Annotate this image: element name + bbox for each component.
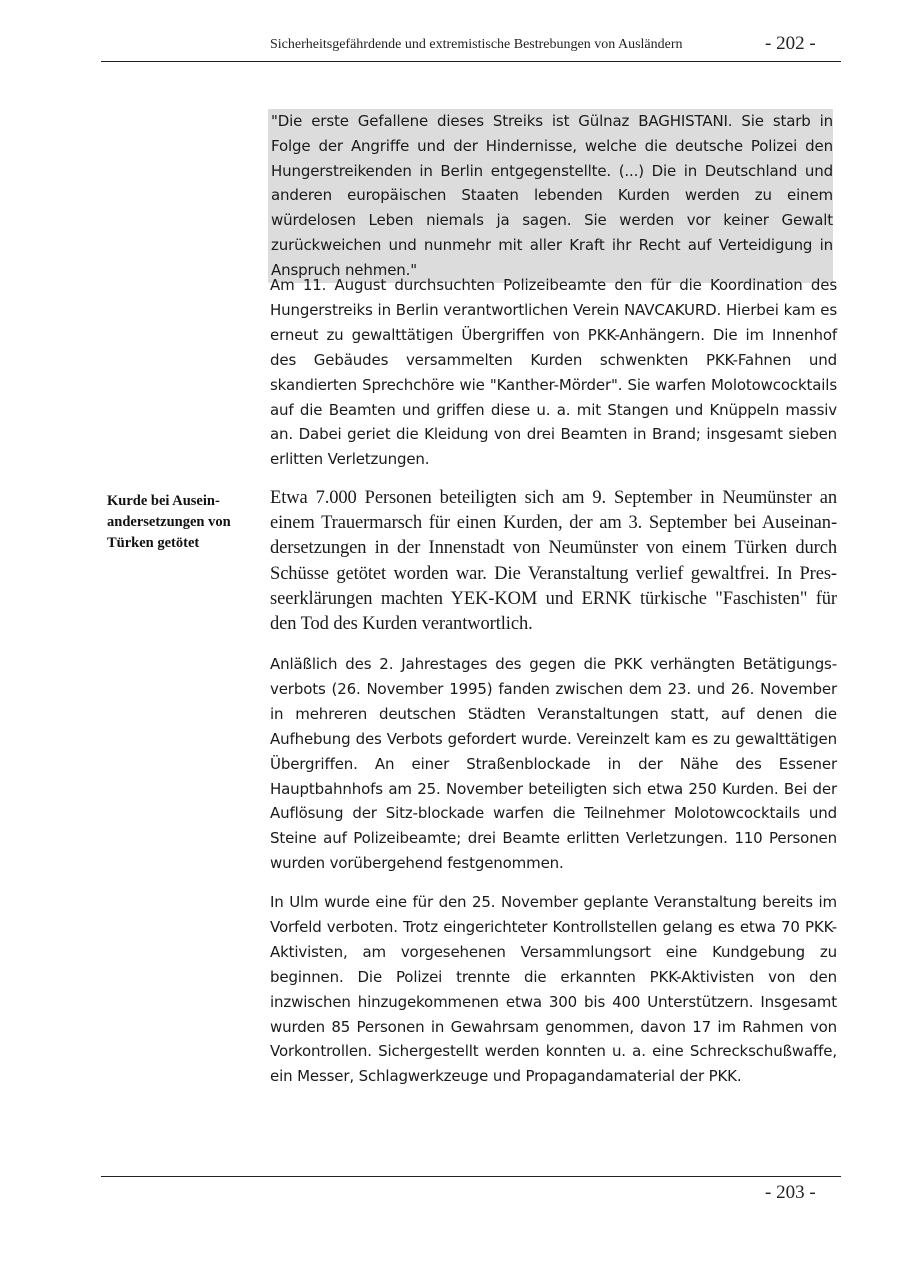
paragraph-ulm-event: In Ulm wurde eine für den 25. November geplante Veranstaltung bereits im Vorfeld verboten. Trotz eingerichteter Kontrollstellen gelang es etwa 70 PKK-Aktivisten, am vorgesehenen Versammlungsort eine Kundgebung zu beginnen. Die Polizei trennte die erkannten PKK-Aktivisten von den inzwischen hinzugekommenen etwa 300 bis 400 Unterstützern. Insgesamt wurden 85 Personen in Gewahrsam genommen, davon 17 im Rahmen von Vorkontrollen. Sichergestellt werden konnten u. a. eine Schreckschußwaffe, ein Messer, Schlagwerkzeuge und Propagandamaterial der PKK. bbox=[270, 893, 837, 1086]
running-header-title: Sicherheitsgefährdende und extremistische Bestrebungen von Ausländern bbox=[270, 37, 683, 52]
header-rule bbox=[101, 61, 841, 62]
footer-page-number: - 203 - bbox=[765, 1182, 816, 1203]
paragraph-ban-anniversary: Anläßlich des 2. Jahrestages des gegen die PKK verhängten Betätigungs-verbots (26. November 1995) fanden zwischen dem 23. und 26. November in mehreren deutschen Städten Veranstaltungen statt, auf denen die Aufhebung des Verbots gefordert wurde. Vereinzelt kam es zu gewalttätigen Übergriffen. An einer Straßenblockade in der Nähe des Essener Hauptbahnhofs am 25. November beteiligten sich etwa 250 Kurden. Bei der Auflösung der Sitz-blockade warfen die Teilnehmer Molotowcocktails und Steine auf Polizeibeamte; drei Beamte erlitten Verletzungen. 110 Personen wurden vorübergehend festgenommen. bbox=[270, 655, 837, 873]
paragraph-neumuenster-march: Etwa 7.000 Personen beteiligten sich am 9. September in Neumünster an einem Trauermarsch für einen Kurden, der am 3. September bei Auseinan-dersetzungen in der Innenstadt von Neumünster von einem Türken durch Schüsse getötet worden war. Die Veranstaltung verlief gewaltfrei. In Pres-seerklärungen machten YEK-KOM und ERNK türkische "Faschisten" für den Tod des Kurden verantwortlich. bbox=[270, 488, 837, 635]
margin-note: Kurde bei Ausein-andersetzungen von Türken getötet bbox=[107, 493, 231, 551]
paragraph-navcakurd-search: Am 11. August durchsuchten Polizeibeamte den für die Koordination des Hungerstreiks in Berlin verantwortlichen Verein NAVCAKURD. Hierbei kam es erneut zu gewalttätigen Übergriffen von PKK-Anhängern. Die im Innenhof des Gebäudes versammelten Kurden schwenkten PKK-Fahnen und skandierten Sprechchöre wie "Kanther-Mörder". Sie warfen Molotowcocktails auf die Beamten und griffen diese u. a. mit Stangen und Knüppeln massiv an. Dabei geriet die Kleidung von drei Beamten in Brand; insgesamt sieben erlitten Verletzungen. bbox=[270, 276, 837, 469]
quote-block: "Die erste Gefallene dieses Streiks ist Gülnaz BAGHISTANI. Sie starb in Folge der Angriffe und der Hindernisse, welche die deutsche Polizei den Hungerstreikenden in Berlin entgegenstellte. (...) Die in Deutschland und anderen europäischen Staaten lebenden Kurden werden zu einem würdelosen Leben niemals ja sagen. Sie werden vor keiner Gewalt zurückweichen und nunmehr mit aller Kraft ihr Recht auf Verteidigung in Anspruch nehmen." bbox=[268, 109, 833, 283]
footer-rule bbox=[101, 1176, 841, 1177]
header-page-number: - 202 - bbox=[765, 33, 816, 54]
